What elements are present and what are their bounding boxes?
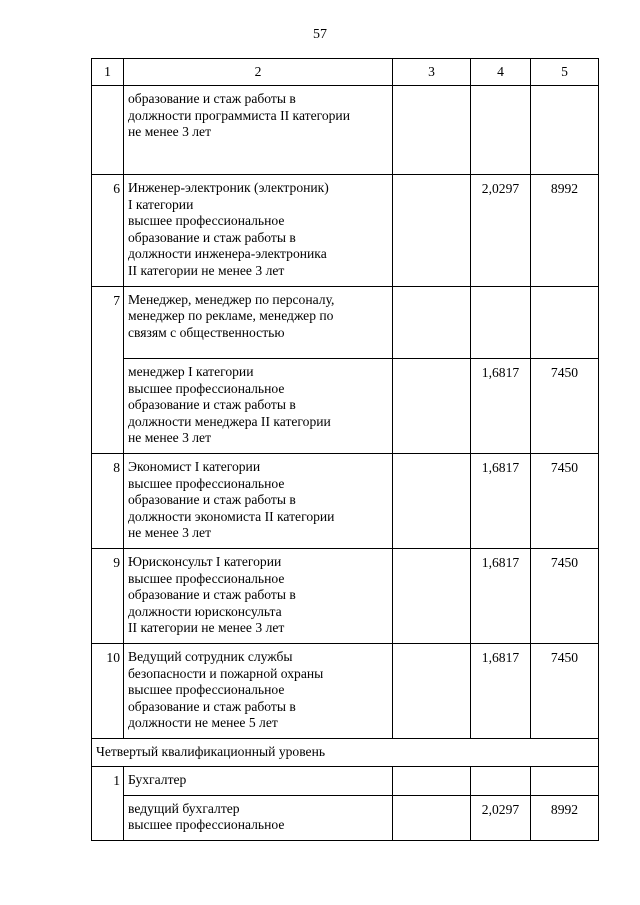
- table-header-row: [92, 59, 599, 86]
- position-description: [124, 767, 393, 796]
- table-row: [92, 86, 599, 175]
- description-line: должности программиста II категории: [128, 107, 350, 123]
- coefficient-cell: [471, 767, 531, 796]
- description-line: II категории не менее 3 лет: [128, 620, 285, 636]
- description-line: Ведущий сотрудник службы: [128, 649, 293, 665]
- section-title: Четвертый квалификационный уровень: [92, 739, 599, 767]
- coefficient-cell: [471, 86, 531, 175]
- salary-cell: [531, 286, 599, 359]
- description-line: Бухгалтер: [128, 772, 187, 788]
- col-3-cell: [393, 359, 471, 454]
- description-line: образование и стаж работы в: [128, 91, 296, 106]
- col-3-cell: [393, 286, 471, 359]
- table-row: [92, 767, 599, 796]
- table-row: [92, 549, 599, 644]
- description-line: не менее 3 лет: [128, 525, 212, 541]
- description-line: образование и стаж работы в: [128, 229, 296, 245]
- row-number: 6: [92, 175, 124, 287]
- table-row: [92, 359, 599, 454]
- coefficient-cell: 1,6817: [471, 359, 531, 454]
- col-3-cell: [393, 454, 471, 549]
- salary-cell: 7450: [531, 359, 599, 454]
- description-line: образование и стаж работы в: [128, 492, 296, 508]
- description-line: должности инженера-электроника: [128, 246, 327, 262]
- table-row: [92, 286, 599, 359]
- description-line: Экономист I категории: [128, 459, 261, 475]
- description-line: высшее профессиональное: [128, 380, 285, 396]
- position-description: [124, 175, 393, 287]
- description-line: высшее профессиональное: [128, 213, 285, 229]
- description-line: высшее профессиональное: [128, 475, 285, 491]
- row-number: 1: [92, 767, 124, 796]
- section-row: [92, 739, 599, 767]
- description-line: образование и стаж работы в: [128, 698, 296, 714]
- position-description: [124, 644, 393, 739]
- table-row: [92, 175, 599, 287]
- row-number: 7: [92, 286, 124, 359]
- col-3-cell: [393, 86, 471, 175]
- salary-cell: 7450: [531, 454, 599, 549]
- description-line: связям с общественностью: [128, 324, 285, 340]
- coefficient-cell: 2,0297: [471, 175, 531, 287]
- description-line: Менеджер, менеджер по персоналу,: [128, 291, 335, 307]
- position-description: [124, 454, 393, 549]
- description-line: должности менеджера II категории: [128, 413, 331, 429]
- description-line: высшее профессиональное: [128, 817, 285, 833]
- coefficient-cell: 1,6817: [471, 454, 531, 549]
- row-number: [92, 86, 124, 175]
- row-number: 8: [92, 454, 124, 549]
- description-line: высшее профессиональное: [128, 682, 285, 698]
- col-3-cell: [393, 175, 471, 287]
- row-number: 10: [92, 644, 124, 739]
- table-row: [92, 454, 599, 549]
- table-row: [92, 795, 599, 840]
- col-3-cell: [393, 644, 471, 739]
- position-description: [124, 286, 393, 359]
- position-description: [124, 359, 393, 454]
- coefficient-cell: [471, 286, 531, 359]
- header-col-2: 2: [124, 59, 393, 86]
- table-row: [92, 644, 599, 739]
- description-line: должности не менее 5 лет: [128, 715, 278, 731]
- row-number: [92, 359, 124, 454]
- position-description: [124, 86, 393, 175]
- description-line: должности экономиста II категории: [128, 508, 335, 524]
- col-3-cell: [393, 795, 471, 840]
- description-line: I категории: [128, 196, 194, 212]
- position-description: [124, 795, 393, 840]
- coefficient-cell: 2,0297: [471, 795, 531, 840]
- col-3-cell: [393, 767, 471, 796]
- page-number: 57: [313, 27, 327, 42]
- description-line: Инженер-электроник (электроник): [128, 180, 329, 195]
- description-line: не менее 3 лет: [128, 430, 212, 446]
- salary-cell: [531, 767, 599, 796]
- description-line: безопасности и пожарной охраны: [128, 665, 324, 681]
- header-col-4: 4: [471, 59, 531, 86]
- description-line: ведущий бухгалтер: [128, 800, 240, 816]
- salary-cell: 8992: [531, 795, 599, 840]
- header-col-3: 3: [393, 59, 471, 86]
- position-description: [124, 549, 393, 644]
- description-line: Юрисконсульт I категории: [128, 554, 282, 570]
- description-line: менеджер I категории: [128, 364, 254, 380]
- salary-cell: 7450: [531, 644, 599, 739]
- salary-cell: [531, 86, 599, 175]
- qualification-table: [91, 58, 599, 841]
- salary-cell: 7450: [531, 549, 599, 644]
- description-line: должности юрисконсульта: [128, 603, 282, 619]
- coefficient-cell: 1,6817: [471, 549, 531, 644]
- description-line: не менее 3 лет: [128, 124, 212, 140]
- description-line: образование и стаж работы в: [128, 587, 296, 603]
- row-number: 9: [92, 549, 124, 644]
- description-line: менеджер по рекламе, менеджер по: [128, 308, 334, 324]
- description-line: II категории не менее 3 лет: [128, 262, 285, 278]
- description-line: высшее профессиональное: [128, 570, 285, 586]
- coefficient-cell: 1,6817: [471, 644, 531, 739]
- description-line: образование и стаж работы в: [128, 397, 296, 413]
- header-col-5: 5: [531, 59, 599, 86]
- header-col-1: 1: [92, 59, 124, 86]
- col-3-cell: [393, 549, 471, 644]
- row-number: [92, 795, 124, 840]
- salary-cell: 8992: [531, 175, 599, 287]
